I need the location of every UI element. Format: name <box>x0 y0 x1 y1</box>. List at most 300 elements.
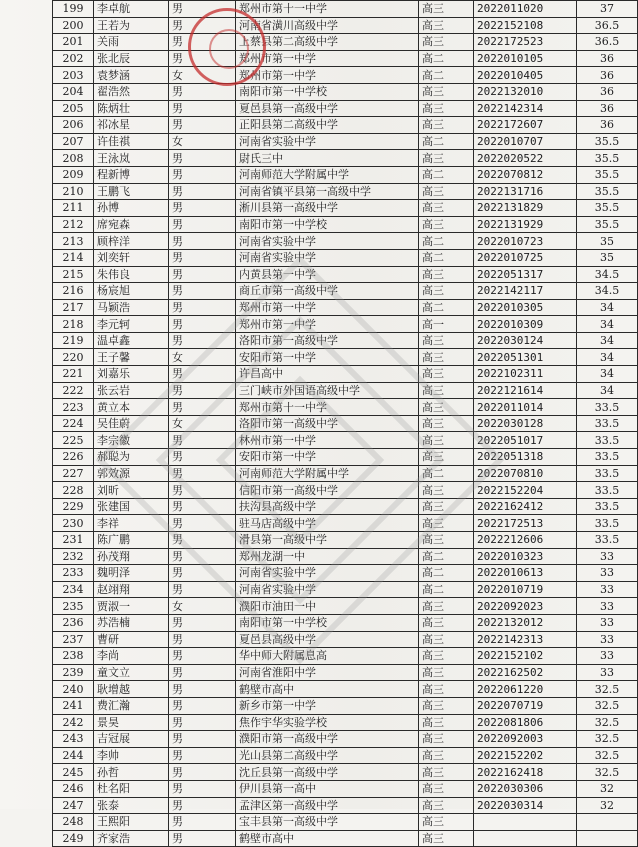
exam-id-cell: 2022102311 <box>474 366 577 383</box>
student-name-cell: 张建国 <box>94 498 169 515</box>
student-name-cell: 关雨 <box>94 34 169 51</box>
exam-id-cell: 2022142117 <box>474 283 577 300</box>
table-row <box>53 399 638 416</box>
exam-id-cell: 2022172523 <box>474 34 577 51</box>
gender-cell: 男 <box>169 614 236 631</box>
school-name-cell: 郑州市第一中学 <box>236 67 419 84</box>
exam-id-cell: 2022162502 <box>474 664 577 681</box>
row-number-cell: 216 <box>53 283 94 300</box>
student-name-cell: 郭效源 <box>94 465 169 482</box>
score-cell: 36 <box>577 117 638 134</box>
school-name-cell: 安阳市第一中学 <box>236 449 419 466</box>
table-row <box>53 83 638 100</box>
table-row <box>53 34 638 51</box>
grade-cell: 高三 <box>419 830 474 847</box>
student-name-cell: 李帅 <box>94 747 169 764</box>
school-name-cell: 焦作宇华实验学校 <box>236 714 419 731</box>
exam-id-cell: 2022142313 <box>474 631 577 648</box>
table-row <box>53 780 638 797</box>
grade-cell: 高三 <box>419 814 474 831</box>
grade-cell: 高三 <box>419 183 474 200</box>
exam-id-cell: 2022152108 <box>474 17 577 34</box>
exam-id-cell: 2022030128 <box>474 415 577 432</box>
score-cell: 32.5 <box>577 714 638 731</box>
gender-cell: 男 <box>169 830 236 847</box>
grade-cell: 高三 <box>419 34 474 51</box>
grade-cell: 高三 <box>419 498 474 515</box>
student-name-cell: 顾梓洋 <box>94 233 169 250</box>
row-number-cell: 247 <box>53 797 94 814</box>
table-row <box>53 349 638 366</box>
gender-cell: 男 <box>169 714 236 731</box>
student-name-cell: 翟浩然 <box>94 83 169 100</box>
row-number-cell: 222 <box>53 382 94 399</box>
table-row <box>53 797 638 814</box>
grade-cell: 高三 <box>419 731 474 748</box>
school-name-cell: 伊川县第一高中 <box>236 780 419 797</box>
grade-cell: 高三 <box>419 614 474 631</box>
row-number-cell: 249 <box>53 830 94 847</box>
grade-cell: 高二 <box>419 249 474 266</box>
score-cell: 33.5 <box>577 449 638 466</box>
school-name-cell: 沈丘县第一高级中学 <box>236 764 419 781</box>
score-cell: 35.5 <box>577 200 638 217</box>
table-row <box>53 133 638 150</box>
school-name-cell: 洛阳市第一高级中学 <box>236 415 419 432</box>
school-name-cell: 许昌高中 <box>236 366 419 383</box>
exam-id-cell: 2022162412 <box>474 498 577 515</box>
school-name-cell: 河南省潢川高级中学 <box>236 17 419 34</box>
row-number-cell: 237 <box>53 631 94 648</box>
school-name-cell: 光山县第二高级中学 <box>236 747 419 764</box>
table-row <box>53 648 638 665</box>
table-row <box>53 316 638 333</box>
school-name-cell: 滑县第一高级中学 <box>236 532 419 549</box>
grade-cell: 高一 <box>419 316 474 333</box>
student-name-cell: 吉冠展 <box>94 731 169 748</box>
grade-cell: 高三 <box>419 598 474 615</box>
row-number-cell: 221 <box>53 366 94 383</box>
score-cell: 33 <box>577 664 638 681</box>
score-cell: 35.5 <box>577 183 638 200</box>
exam-id-cell: 2022051317 <box>474 266 577 283</box>
exam-id-cell: 2022010305 <box>474 299 577 316</box>
student-name-cell: 朱伟良 <box>94 266 169 283</box>
gender-cell: 男 <box>169 747 236 764</box>
student-name-cell: 张云岩 <box>94 382 169 399</box>
gender-cell: 男 <box>169 249 236 266</box>
score-cell: 34 <box>577 349 638 366</box>
exam-id-cell: 2022051301 <box>474 349 577 366</box>
student-name-cell: 郝聪为 <box>94 449 169 466</box>
student-name-cell: 齐家浩 <box>94 830 169 847</box>
row-number-cell: 207 <box>53 133 94 150</box>
exam-id-cell: 2022132012 <box>474 614 577 631</box>
gender-cell: 男 <box>169 266 236 283</box>
gender-cell: 女 <box>169 415 236 432</box>
score-cell: 32 <box>577 797 638 814</box>
exam-id-cell: 2022030306 <box>474 780 577 797</box>
gender-cell: 男 <box>169 797 236 814</box>
grade-cell: 高三 <box>419 681 474 698</box>
score-cell: 35.5 <box>577 133 638 150</box>
table-row <box>53 465 638 482</box>
row-number-cell: 218 <box>53 316 94 333</box>
table-row <box>53 67 638 84</box>
row-number-cell: 230 <box>53 515 94 532</box>
row-number-cell: 246 <box>53 780 94 797</box>
row-number-cell: 236 <box>53 614 94 631</box>
score-cell: 33 <box>577 581 638 598</box>
school-name-cell: 河南省实验中学 <box>236 233 419 250</box>
table-row <box>53 366 638 383</box>
school-name-cell: 尉氏三中 <box>236 150 419 167</box>
results-table-body <box>53 1 638 847</box>
grade-cell: 高三 <box>419 648 474 665</box>
grade-cell: 高三 <box>419 332 474 349</box>
score-cell: 32.5 <box>577 697 638 714</box>
student-name-cell: 张北辰 <box>94 50 169 67</box>
grade-cell: 高三 <box>419 382 474 399</box>
table-row <box>53 548 638 565</box>
gender-cell: 女 <box>169 598 236 615</box>
score-cell: 37 <box>577 1 638 18</box>
table-row <box>53 449 638 466</box>
row-number-cell: 242 <box>53 714 94 731</box>
grade-cell: 高三 <box>419 415 474 432</box>
table-row <box>53 814 638 831</box>
score-cell <box>577 830 638 847</box>
row-number-cell: 231 <box>53 532 94 549</box>
school-name-cell: 郑州市第十一中学 <box>236 1 419 18</box>
row-number-cell: 223 <box>53 399 94 416</box>
table-row <box>53 150 638 167</box>
table-row <box>53 283 638 300</box>
gender-cell: 男 <box>169 814 236 831</box>
grade-cell: 高三 <box>419 283 474 300</box>
exam-id-cell: 2022131929 <box>474 216 577 233</box>
school-name-cell: 林州市第一中学 <box>236 432 419 449</box>
table-row <box>53 17 638 34</box>
row-number-cell: 209 <box>53 166 94 183</box>
score-cell: 32.5 <box>577 731 638 748</box>
table-row <box>53 714 638 731</box>
gender-cell: 男 <box>169 780 236 797</box>
student-name-cell: 赵翊翔 <box>94 581 169 598</box>
school-name-cell: 洛阳市第一高级中学 <box>236 332 419 349</box>
gender-cell: 男 <box>169 17 236 34</box>
gender-cell: 男 <box>169 498 236 515</box>
school-name-cell: 郑州市第十一中学 <box>236 399 419 416</box>
school-name-cell: 濮阳市油田一中 <box>236 598 419 615</box>
student-name-cell: 张泰 <box>94 797 169 814</box>
table-row <box>53 382 638 399</box>
table-row <box>53 681 638 698</box>
school-name-cell: 扶沟县高级中学 <box>236 498 419 515</box>
exam-id-cell: 2022030314 <box>474 797 577 814</box>
school-name-cell: 上蔡县第二高级中学 <box>236 34 419 51</box>
exam-id-cell: 2022162418 <box>474 764 577 781</box>
row-number-cell: 233 <box>53 565 94 582</box>
student-name-cell: 刘奕轩 <box>94 249 169 266</box>
student-name-cell: 贾淑一 <box>94 598 169 615</box>
exam-id-cell: 2022172513 <box>474 515 577 532</box>
table-row <box>53 216 638 233</box>
row-number-cell: 235 <box>53 598 94 615</box>
row-number-cell: 220 <box>53 349 94 366</box>
school-name-cell: 孟津区第一高级中学 <box>236 797 419 814</box>
grade-cell: 高三 <box>419 366 474 383</box>
student-name-cell: 陈广鹏 <box>94 532 169 549</box>
exam-id-cell: 2022070812 <box>474 166 577 183</box>
exam-id-cell: 2022092003 <box>474 731 577 748</box>
gender-cell: 男 <box>169 664 236 681</box>
row-number-cell: 208 <box>53 150 94 167</box>
gender-cell: 男 <box>169 465 236 482</box>
row-number-cell: 217 <box>53 299 94 316</box>
grade-cell: 高二 <box>419 465 474 482</box>
exam-id-cell: 2022152204 <box>474 482 577 499</box>
table-row <box>53 697 638 714</box>
grade-cell: 高三 <box>419 515 474 532</box>
gender-cell: 男 <box>169 548 236 565</box>
grade-cell: 高三 <box>419 432 474 449</box>
row-number-cell: 229 <box>53 498 94 515</box>
grade-cell: 高三 <box>419 399 474 416</box>
school-name-cell: 南阳市第一中学校 <box>236 614 419 631</box>
school-name-cell: 南阳市第一中学校 <box>236 83 419 100</box>
exam-id-cell: 2022152102 <box>474 648 577 665</box>
grade-cell: 高三 <box>419 697 474 714</box>
exam-id-cell <box>474 830 577 847</box>
score-cell: 33.5 <box>577 432 638 449</box>
student-name-cell: 马颖浩 <box>94 299 169 316</box>
score-cell: 33.5 <box>577 415 638 432</box>
score-cell: 35.5 <box>577 166 638 183</box>
exam-id-cell: 2022010405 <box>474 67 577 84</box>
row-number-cell: 203 <box>53 67 94 84</box>
gender-cell: 男 <box>169 382 236 399</box>
school-name-cell: 河南省实验中学 <box>236 581 419 598</box>
school-name-cell: 鹤壁市高中 <box>236 681 419 698</box>
school-name-cell: 驻马店高级中学 <box>236 515 419 532</box>
table-row <box>53 598 638 615</box>
student-name-cell: 王熙阳 <box>94 814 169 831</box>
school-name-cell: 信阳市第一高级中学 <box>236 482 419 499</box>
exam-id-cell: 2022081806 <box>474 714 577 731</box>
gender-cell: 男 <box>169 731 236 748</box>
gender-cell: 男 <box>169 532 236 549</box>
student-name-cell: 李祥 <box>94 515 169 532</box>
grade-cell: 高三 <box>419 200 474 217</box>
score-cell: 36 <box>577 83 638 100</box>
row-number-cell: 206 <box>53 117 94 134</box>
gender-cell: 男 <box>169 449 236 466</box>
school-name-cell: 华中师大附属息高 <box>236 648 419 665</box>
gender-cell: 男 <box>169 631 236 648</box>
score-cell: 33 <box>577 614 638 631</box>
score-cell: 36.5 <box>577 34 638 51</box>
exam-id-cell <box>474 814 577 831</box>
student-name-cell: 席宛森 <box>94 216 169 233</box>
score-cell: 35 <box>577 249 638 266</box>
row-number-cell: 227 <box>53 465 94 482</box>
row-number-cell: 202 <box>53 50 94 67</box>
table-row <box>53 581 638 598</box>
score-cell: 36 <box>577 50 638 67</box>
school-name-cell: 郑州市第一中学 <box>236 50 419 67</box>
table-row <box>53 200 638 217</box>
school-name-cell: 郑州龙湖一中 <box>236 548 419 565</box>
grade-cell: 高三 <box>419 532 474 549</box>
school-name-cell: 河南师范大学附属中学 <box>236 465 419 482</box>
grade-cell: 高二 <box>419 133 474 150</box>
school-name-cell: 淅川县第一高级中学 <box>236 200 419 217</box>
student-name-cell: 李卓航 <box>94 1 169 18</box>
table-row <box>53 266 638 283</box>
row-number-cell: 215 <box>53 266 94 283</box>
school-name-cell: 夏邑县第一高级中学 <box>236 100 419 117</box>
grade-cell: 高二 <box>419 299 474 316</box>
grade-cell: 高三 <box>419 117 474 134</box>
row-number-cell: 232 <box>53 548 94 565</box>
gender-cell: 男 <box>169 166 236 183</box>
row-number-cell: 244 <box>53 747 94 764</box>
table-row <box>53 299 638 316</box>
exam-id-cell: 2022010719 <box>474 581 577 598</box>
grade-cell: 高二 <box>419 565 474 582</box>
score-cell: 32.5 <box>577 747 638 764</box>
grade-cell: 高三 <box>419 266 474 283</box>
score-cell: 33 <box>577 565 638 582</box>
gender-cell: 男 <box>169 764 236 781</box>
exam-id-cell: 2022010309 <box>474 316 577 333</box>
school-name-cell: 宝丰县第一高级中学 <box>236 814 419 831</box>
exam-id-cell: 2022011020 <box>474 1 577 18</box>
gender-cell: 男 <box>169 432 236 449</box>
gender-cell: 男 <box>169 83 236 100</box>
school-name-cell: 鹤壁市高中 <box>236 830 419 847</box>
score-cell: 33.5 <box>577 498 638 515</box>
row-number-cell: 200 <box>53 17 94 34</box>
student-name-cell: 杨宸旭 <box>94 283 169 300</box>
school-name-cell: 河南师范大学附属中学 <box>236 166 419 183</box>
student-name-cell: 陈炳壮 <box>94 100 169 117</box>
school-name-cell: 安阳市第一中学 <box>236 349 419 366</box>
row-number-cell: 211 <box>53 200 94 217</box>
school-name-cell: 郑州市第一中学 <box>236 316 419 333</box>
row-number-cell: 224 <box>53 415 94 432</box>
exam-id-cell: 2022061220 <box>474 681 577 698</box>
student-name-cell: 王子馨 <box>94 349 169 366</box>
row-number-cell: 219 <box>53 332 94 349</box>
score-cell: 34 <box>577 366 638 383</box>
table-row <box>53 631 638 648</box>
school-name-cell: 正阳县第二高级中学 <box>236 117 419 134</box>
school-name-cell: 河南省实验中学 <box>236 249 419 266</box>
exam-id-cell: 2022070719 <box>474 697 577 714</box>
score-cell: 33.5 <box>577 532 638 549</box>
student-name-cell: 刘昕 <box>94 482 169 499</box>
gender-cell: 男 <box>169 216 236 233</box>
student-name-cell: 程新博 <box>94 166 169 183</box>
gender-cell: 男 <box>169 482 236 499</box>
score-cell: 33 <box>577 548 638 565</box>
school-name-cell: 三门峡市外国语高级中学 <box>236 382 419 399</box>
exam-id-cell: 2022131829 <box>474 200 577 217</box>
table-row <box>53 1 638 18</box>
row-number-cell: 234 <box>53 581 94 598</box>
row-number-cell: 212 <box>53 216 94 233</box>
exam-id-cell: 2022020522 <box>474 150 577 167</box>
gender-cell: 男 <box>169 332 236 349</box>
grade-cell: 高三 <box>419 349 474 366</box>
gender-cell: 男 <box>169 200 236 217</box>
gender-cell: 男 <box>169 1 236 18</box>
student-name-cell: 袁梦涵 <box>94 67 169 84</box>
student-name-cell: 黄立本 <box>94 399 169 416</box>
school-name-cell: 商丘市第一高级中学 <box>236 283 419 300</box>
school-name-cell: 濮阳市第一高级中学 <box>236 731 419 748</box>
gender-cell: 男 <box>169 50 236 67</box>
gender-cell: 男 <box>169 100 236 117</box>
table-row <box>53 117 638 134</box>
score-cell: 34.5 <box>577 266 638 283</box>
score-cell: 32 <box>577 780 638 797</box>
table-row <box>53 614 638 631</box>
gender-cell: 男 <box>169 183 236 200</box>
gender-cell: 男 <box>169 366 236 383</box>
exam-id-cell: 2022010725 <box>474 249 577 266</box>
score-cell: 36 <box>577 67 638 84</box>
exam-id-cell: 2022010707 <box>474 133 577 150</box>
score-cell: 33.5 <box>577 399 638 416</box>
student-name-cell: 耿增越 <box>94 681 169 698</box>
row-number-cell: 239 <box>53 664 94 681</box>
table-row <box>53 747 638 764</box>
score-cell: 34 <box>577 299 638 316</box>
table-row <box>53 764 638 781</box>
grade-cell: 高二 <box>419 233 474 250</box>
student-name-cell: 刘嘉乐 <box>94 366 169 383</box>
grade-cell: 高三 <box>419 764 474 781</box>
student-name-cell: 孙哲 <box>94 764 169 781</box>
table-row <box>53 498 638 515</box>
grade-cell: 高三 <box>419 1 474 18</box>
student-name-cell: 王鹏飞 <box>94 183 169 200</box>
gender-cell: 男 <box>169 150 236 167</box>
gender-cell: 男 <box>169 34 236 51</box>
table-row <box>53 415 638 432</box>
exam-id-cell: 2022212606 <box>474 532 577 549</box>
exam-id-cell: 2022010613 <box>474 565 577 582</box>
score-cell: 32.5 <box>577 764 638 781</box>
table-row <box>53 830 638 847</box>
score-cell: 35 <box>577 233 638 250</box>
student-name-cell: 李尚 <box>94 648 169 665</box>
school-name-cell: 郑州市第一中学 <box>236 299 419 316</box>
gender-cell: 男 <box>169 581 236 598</box>
exam-id-cell: 2022152202 <box>474 747 577 764</box>
exam-id-cell: 2022011014 <box>474 399 577 416</box>
results-table <box>52 0 638 847</box>
gender-cell: 男 <box>169 399 236 416</box>
student-name-cell: 曹研 <box>94 631 169 648</box>
student-name-cell: 李元轲 <box>94 316 169 333</box>
score-cell: 34.5 <box>577 283 638 300</box>
row-number-cell: 214 <box>53 249 94 266</box>
exam-id-cell: 2022030124 <box>474 332 577 349</box>
